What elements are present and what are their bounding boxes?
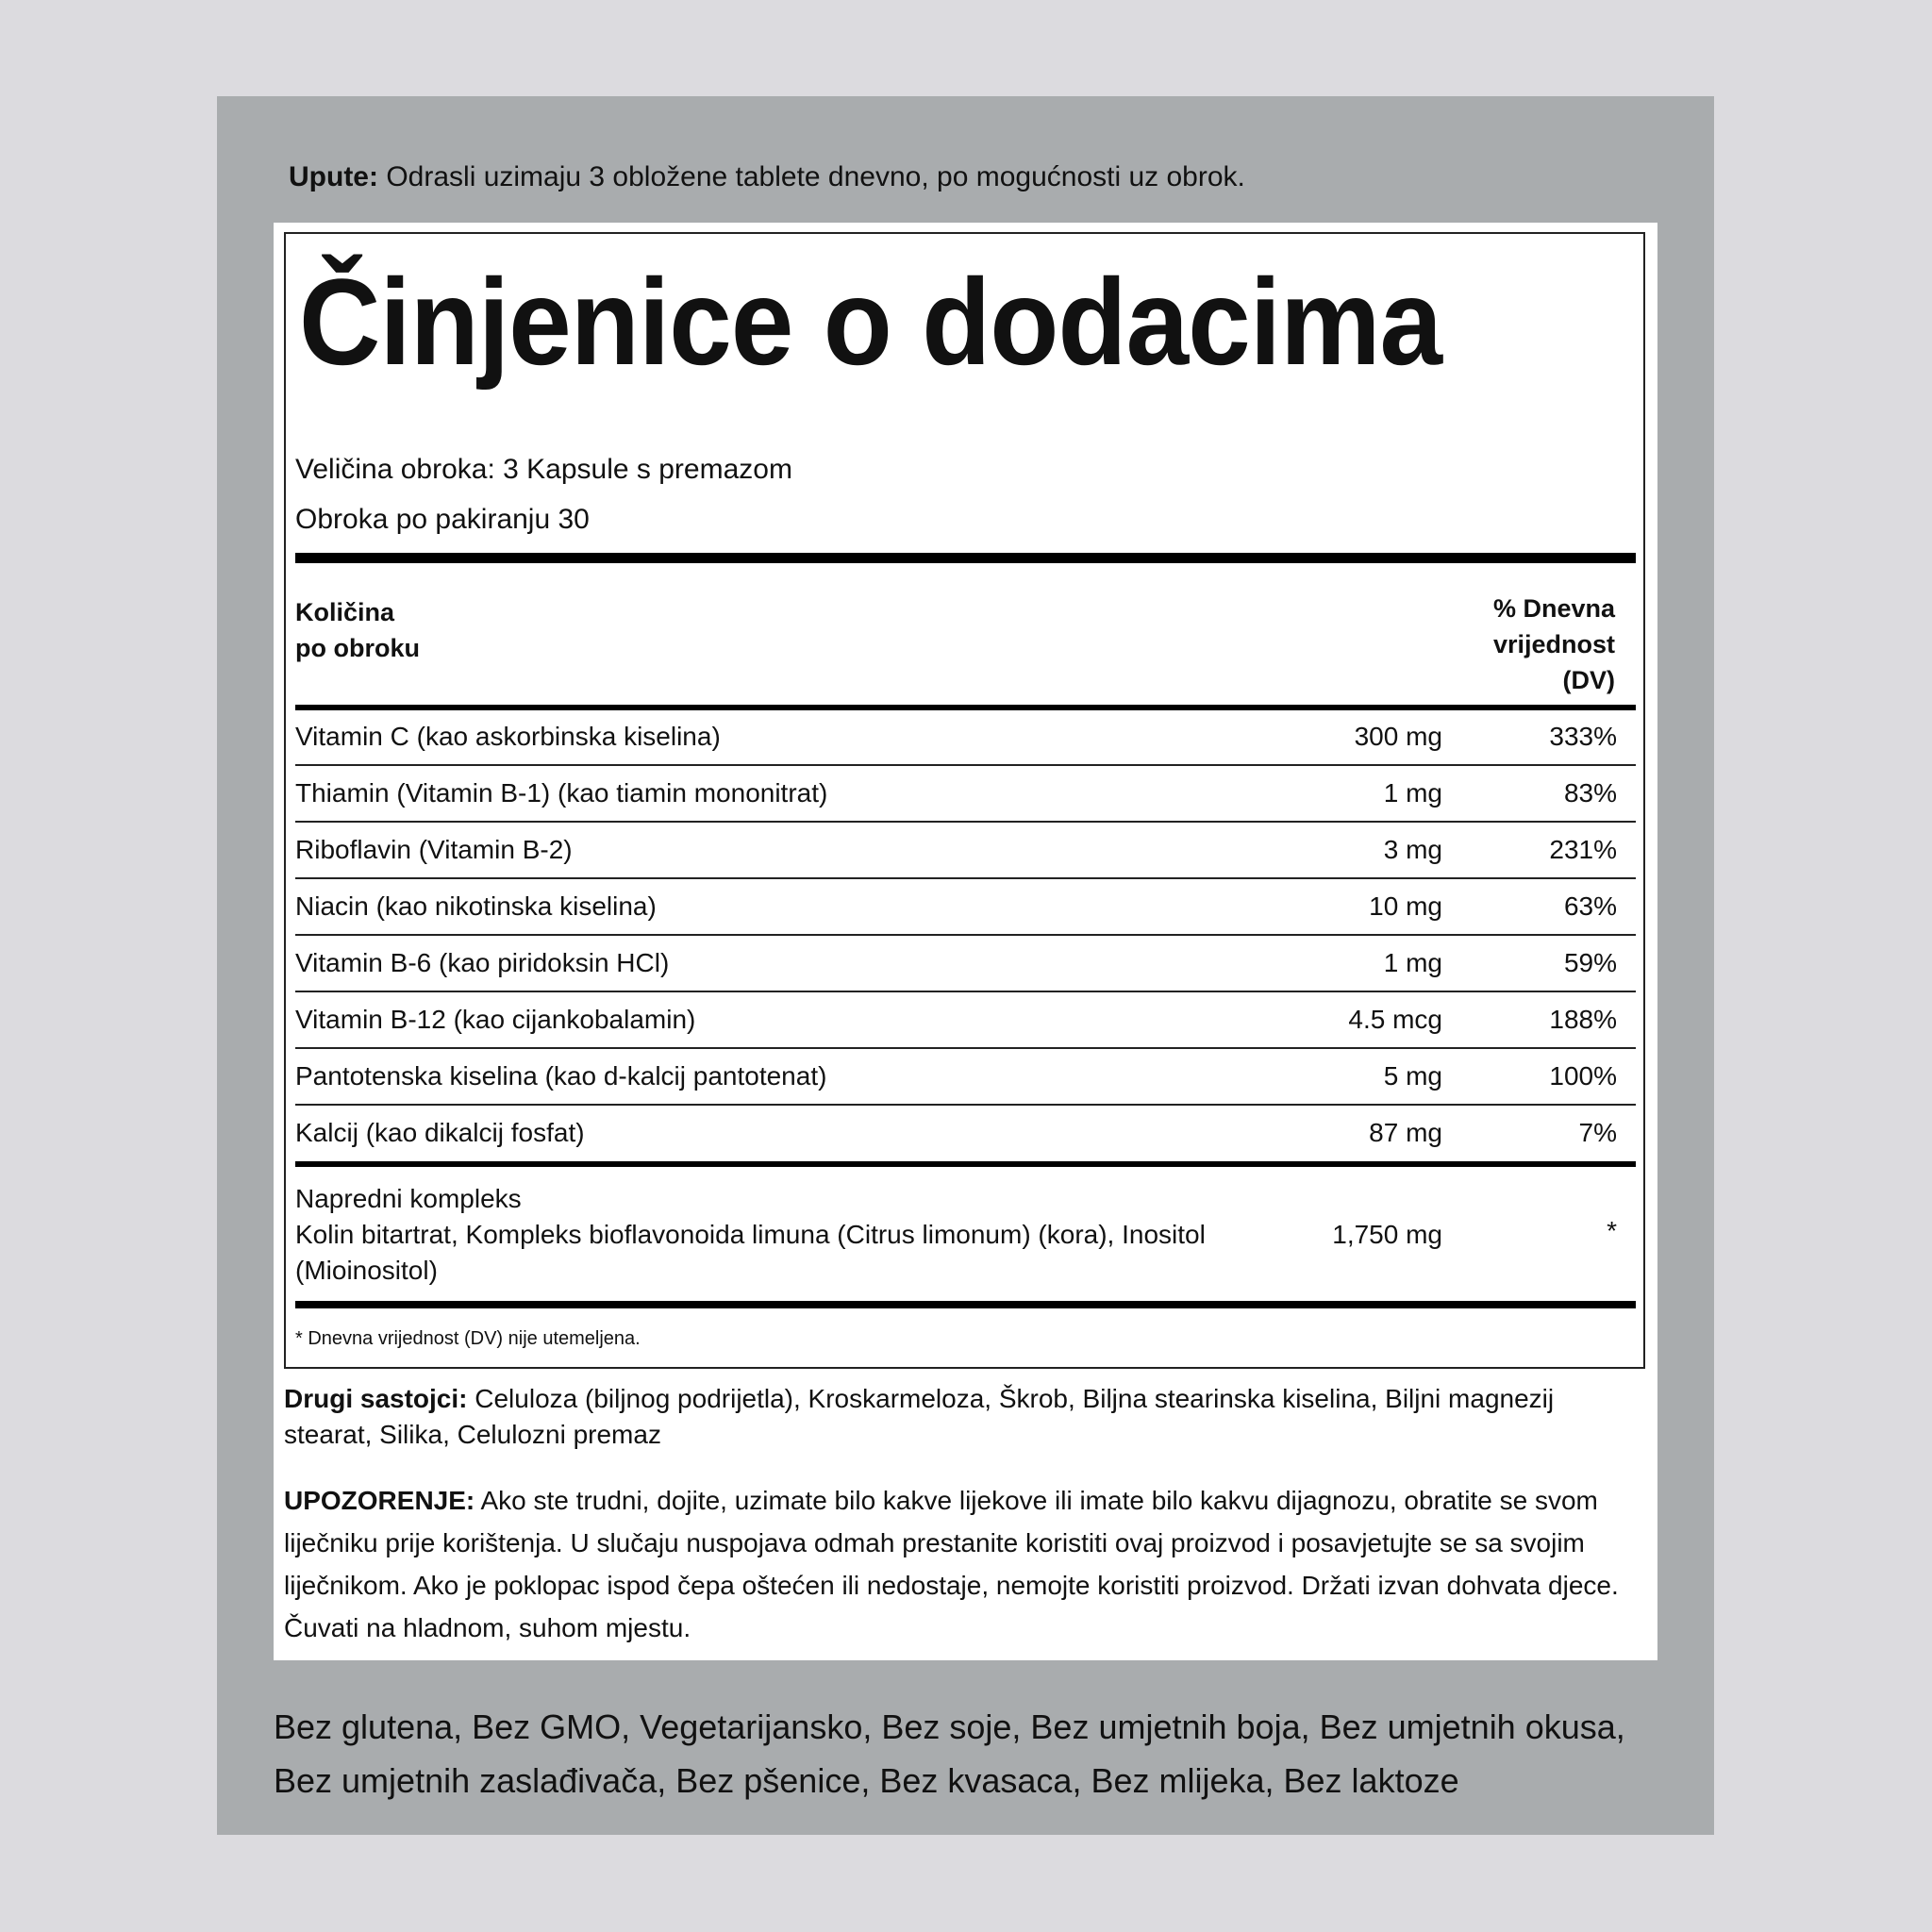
header-dv-line2: vrijednost bbox=[1492, 630, 1615, 658]
facts-card bbox=[274, 223, 1657, 1660]
nutrient-amount: 3 mg bbox=[1383, 835, 1442, 864]
other-ingredients bbox=[284, 1381, 1642, 1453]
nutrient-dv: 333% bbox=[1549, 722, 1617, 751]
directions-label: Upute: bbox=[289, 161, 378, 192]
header-dv-line1: % Dnevna bbox=[1492, 594, 1615, 623]
header-dv-line3: (DV) bbox=[1562, 666, 1615, 694]
nutrient-row bbox=[295, 823, 1636, 877]
divider-thick bbox=[295, 553, 1636, 563]
warning-label: UPOZORENJE: bbox=[284, 1486, 475, 1515]
nutrient-name: Vitamin B-12 (kao cijankobalamin) bbox=[295, 1005, 696, 1034]
nutrient-dv: 83% bbox=[1563, 778, 1617, 808]
nutrient-name: Niacin (kao nikotinska kiselina) bbox=[295, 891, 657, 921]
other-ingredients-label: Drugi sastojci: bbox=[284, 1384, 468, 1413]
nutrient-name: Vitamin B-6 (kao piridoksin HCl) bbox=[295, 948, 670, 977]
label-panel bbox=[217, 96, 1714, 1835]
nutrient-row bbox=[295, 992, 1636, 1047]
nutrient-name: Pantotenska kiselina (kao d-kalcij pantotenat) bbox=[295, 1061, 827, 1091]
serving-size: Veličina obroka: 3 Kapsule s premazom bbox=[295, 454, 792, 485]
nutrient-amount: 1 mg bbox=[1383, 778, 1442, 808]
warning-text: Ako ste trudni, dojite, uzimate bilo kakve lijekove ili imate bilo kakvu dijagnozu, obratite se svom liječniku prije korištenja. U slučaju nuspojava odmah prestanite koristiti ovaj proizvod i posavjetujte se sa svojim liječnikom. Ako je poklopac ispod čepa oštećen ili nedostaje, nemojte koristiti proizvod. Držati izvan dohvata djece. Čuvati na hladnom, suhom mjestu. bbox=[284, 1486, 1619, 1642]
nutrient-amount: 300 mg bbox=[1354, 722, 1442, 751]
nutrient-name: Kalcij (kao dikalcij fosfat) bbox=[295, 1118, 585, 1147]
directions-text: Odrasli uzimaju 3 obložene tablete dnevno, po mogućnosti uz obrok. bbox=[386, 161, 1245, 192]
warning bbox=[284, 1479, 1642, 1649]
nutrient-name: Vitamin C (kao askorbinska kiselina) bbox=[295, 722, 721, 751]
nutrient-name: Thiamin (Vitamin B-1) (kao tiamin mononitrat) bbox=[295, 778, 828, 808]
divider-thick bbox=[295, 1301, 1636, 1308]
nutrient-dv: 7% bbox=[1578, 1118, 1617, 1147]
advanced-complex-row bbox=[295, 1181, 1636, 1294]
other-ingredients-text: Celuloza (biljnog podrijetla), Kroskarmeloza, Škrob, Biljna stearinska kiselina, Biljni magnezij stearat, Silika, Celulozni premaz bbox=[284, 1384, 1555, 1449]
nutrient-amount: 5 mg bbox=[1383, 1061, 1442, 1091]
dv-footnote: * Dnevna vrijednost (DV) nije utemeljena. bbox=[295, 1328, 641, 1349]
complex-amount: 1,750 mg bbox=[1332, 1220, 1442, 1249]
complex-title: Napredni kompleks bbox=[295, 1184, 522, 1213]
nutrient-name: Riboflavin (Vitamin B-2) bbox=[295, 835, 573, 864]
nutrient-amount: 10 mg bbox=[1369, 891, 1442, 921]
header-amount bbox=[295, 594, 420, 666]
nutrient-amount: 4.5 mcg bbox=[1348, 1005, 1442, 1034]
nutrient-dv: 63% bbox=[1563, 891, 1617, 921]
complex-name bbox=[295, 1181, 1229, 1289]
nutrient-row bbox=[295, 936, 1636, 991]
complex-ingredients: Kolin bitartrat, Kompleks bioflavonoida limuna (Citrus limonum) (kora), Inositol (Mioinositol) bbox=[295, 1220, 1206, 1285]
directions bbox=[289, 158, 1245, 196]
nutrient-dv: 59% bbox=[1563, 948, 1617, 977]
divider-medium bbox=[295, 1161, 1636, 1167]
free-from-claims: Bez glutena, Bez GMO, Vegetarijansko, Bez soje, Bez umjetnih boja, Bez umjetnih okusa, Bez umjetnih zaslađivača, Bez pšenice, Bez kvasaca, Bez mlijeka, Bez laktoze bbox=[274, 1707, 1625, 1800]
nutrient-row bbox=[295, 879, 1636, 934]
header-dv bbox=[1493, 591, 1615, 698]
nutrient-amount: 87 mg bbox=[1369, 1118, 1442, 1147]
facts-title: Činjenice o dodacima bbox=[299, 253, 1442, 391]
nutrient-dv: 188% bbox=[1549, 1005, 1617, 1034]
complex-dv: * bbox=[1607, 1216, 1617, 1245]
header-amount-line2: po obroku bbox=[295, 634, 420, 662]
nutrient-row bbox=[295, 766, 1636, 821]
supplement-facts-box bbox=[284, 232, 1645, 1369]
servings-per-container: Obroka po pakiranju 30 bbox=[295, 504, 590, 535]
nutrient-row bbox=[295, 709, 1636, 764]
nutrient-row bbox=[295, 1106, 1636, 1160]
nutrient-amount: 1 mg bbox=[1383, 948, 1442, 977]
header-amount-line1: Količina bbox=[295, 598, 395, 626]
nutrient-dv: 100% bbox=[1549, 1061, 1617, 1091]
nutrient-dv: 231% bbox=[1549, 835, 1617, 864]
nutrient-row bbox=[295, 1049, 1636, 1104]
